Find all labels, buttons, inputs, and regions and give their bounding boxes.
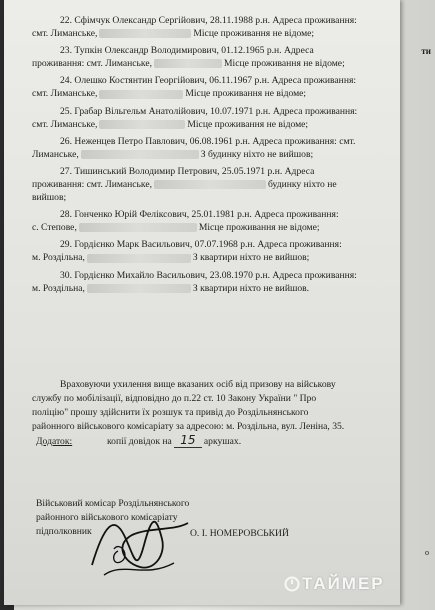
request-paragraph <box>32 378 384 434</box>
attachment-line <box>36 434 241 448</box>
entry-status: З квартири ніхто не вийшов. <box>192 282 310 294</box>
redaction <box>99 29 191 38</box>
entry-address: Лиманське, <box>32 148 79 160</box>
list-item <box>32 135 382 161</box>
signer-title: Військовий комісар Роздільнянського <box>36 498 190 509</box>
document-page <box>4 0 400 605</box>
entry-address: проживання: смт. Лиманське, <box>32 58 153 70</box>
side-text-fragment: ти <box>421 46 431 56</box>
entry-address: проживання: смт. Лиманське, <box>32 178 153 190</box>
list-item <box>32 74 382 100</box>
watermark-logo: ТАЙМЕР <box>302 574 385 593</box>
redaction <box>154 180 266 189</box>
attachment-count: 15 <box>174 433 201 448</box>
list-item <box>32 165 382 204</box>
entry-address: м. Роздільна, <box>32 282 85 294</box>
entry-line: 30. Гордієнко Михайло Васильович, 23.08.1970 р.н. Адреса проживання: <box>60 269 357 281</box>
signer-title: підполковник <box>36 526 92 537</box>
entry-line: 29. Гордієнко Марк Васильович, 07.07.1968 р.н. Адреса проживання: <box>60 239 342 251</box>
paragraph-line: Враховуючи ухилення вище вказаних осіб від призову на військову <box>60 379 336 390</box>
paragraph-line: поліцію" прошу здійснити їх розшук та привід до Роздільнянського <box>32 407 309 418</box>
entry-line: вийшов; <box>32 191 67 203</box>
attachment-text-end: аркушах. <box>203 436 242 447</box>
entry-status: Місце проживання не відоме; <box>224 58 345 70</box>
entry-address: с. Степове, <box>32 222 77 234</box>
entry-status: З будинку ніхто не вийшов; <box>200 148 314 160</box>
list-item <box>32 44 382 70</box>
signer-title: районного військового комісаріату <box>36 512 178 523</box>
redaction <box>87 284 191 293</box>
entry-line: 27. Тишинський Володимир Петрович, 25.05.1971 р.н. Адреса <box>60 165 315 177</box>
entry-line: 28. Гонченко Юрій Феліксович, 25.01.1981 р.н. Адреса проживання: <box>60 209 339 221</box>
entry-line: 25. Грабар Вільгельм Анатолійович, 10.07.1971 р.н. Адреса проживання: <box>60 105 358 117</box>
paragraph-line: районного військового комісаріату за адресою: м. Роздільна, вул. Леніна, 35. <box>32 421 345 432</box>
list-item <box>32 269 382 295</box>
entry-status: будинку ніхто не <box>268 178 337 190</box>
entry-status: З квартири ніхто не вийшов; <box>192 252 310 264</box>
entry-address: смт. Лиманське, <box>32 28 98 39</box>
redaction <box>87 254 191 263</box>
entry-status: Місце проживання не відоме; <box>198 222 320 234</box>
entry-status: Місце проживання не відоме; <box>187 118 309 130</box>
attachment-label: Додаток: <box>36 436 73 447</box>
list-item <box>32 238 382 264</box>
redaction <box>99 120 185 129</box>
list-item <box>32 14 382 40</box>
redaction <box>81 150 199 159</box>
entry-status: Місце проживання не відоме; <box>185 88 307 100</box>
attachment-text: копії довідок на <box>106 436 172 447</box>
person-list <box>32 14 382 299</box>
entry-line: 24. Олешко Костянтин Георгійович, 06.11.1967 р.н. Адреса проживання: <box>60 75 357 87</box>
paragraph-line: службу по мобілізації, відповідно до п.22 ст. 10 Закону України " Про <box>32 393 317 404</box>
handwritten-signature <box>84 505 194 585</box>
entry-address: м. Роздільна, <box>32 252 85 264</box>
redaction <box>154 59 222 68</box>
signer-name: О. І. НОМЕРОВСЬКИЙ <box>190 528 289 539</box>
entry-status: Місце проживання не відоме; <box>193 28 315 39</box>
side-mark: о <box>425 548 429 557</box>
entry-line: 23. Тупкін Олександр Володимирович, 01.12.1965 р.н. Адреса <box>60 45 314 57</box>
entry-line: 22. Сфімчук Олександр Сергійович, 28.11.1988 р.н. Адреса проживання: <box>60 15 357 26</box>
list-item <box>32 105 382 131</box>
redaction <box>79 223 197 232</box>
list-item <box>32 208 382 234</box>
entry-address: смт. Лиманське, <box>32 118 98 130</box>
redaction <box>99 90 183 99</box>
timer-logo-icon <box>284 576 300 592</box>
entry-address: смт. Лиманське, <box>32 88 98 100</box>
entry-line: 26. Неженцев Петро Павлович, 06.08.1961 р.н. Адреса проживання: смт. <box>60 135 356 147</box>
